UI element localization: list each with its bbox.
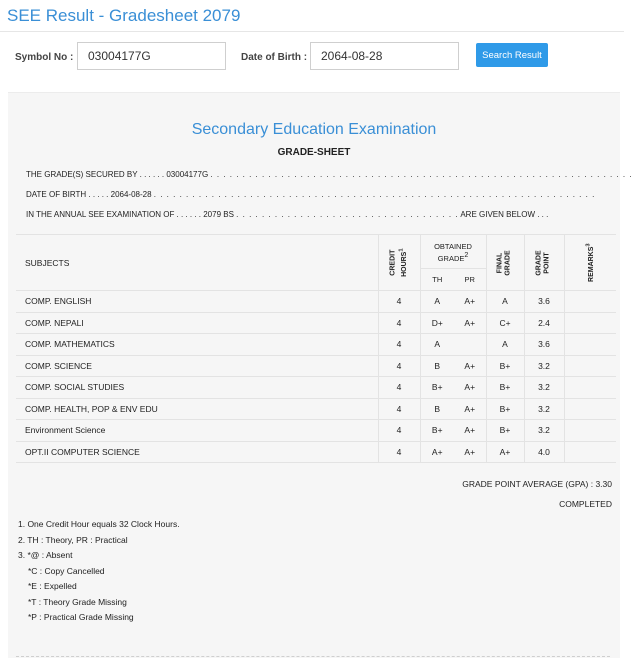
search-bar [0, 33, 624, 81]
subject-cell: OPT.II COMPUTER SCIENCE [16, 441, 378, 463]
subject-cell: COMP. SCIENCE [16, 355, 378, 377]
header-grade-point: GRADE POINT [524, 235, 564, 291]
table-row [16, 334, 616, 356]
practical-grade-cell: A+ [454, 420, 486, 442]
footnote-2: 2. TH : Theory, PR : Practical [18, 534, 128, 545]
theory-grade-cell: B [420, 355, 454, 377]
dob-dots: . . . . . . . . . . . . . . . . . . . . . . . . . . . . . . . . . . . . . . . . . . . . . . . . . . . . . . . . . . . . . . . . . . . . . [153, 190, 596, 199]
grade-point-cell: 3.6 [524, 291, 564, 313]
theory-grade-cell: D+ [420, 312, 454, 334]
remarks-cell [564, 377, 616, 399]
theory-grade-cell: B+ [420, 420, 454, 442]
footnote-practical-missing: *P : Practical Grade Missing [28, 612, 134, 622]
practical-grade-cell: A+ [454, 355, 486, 377]
final-grade-cell: B+ [486, 355, 524, 377]
exam-title: Secondary Education Examination [191, 121, 437, 138]
table-row [16, 398, 616, 420]
grade-point-cell: 4.0 [524, 441, 564, 463]
header-pr: PR [454, 269, 486, 291]
header-th: TH [420, 269, 454, 291]
subject-cell: COMP. SOCIAL STUDIES [16, 377, 378, 399]
table-row [16, 355, 616, 377]
header-remarks: REMARKS$^3$ [564, 235, 616, 291]
practical-grade-cell: A+ [454, 291, 486, 313]
practical-grade-cell: A+ [454, 377, 486, 399]
dob-line [26, 190, 596, 199]
remarks-cell [564, 398, 616, 420]
credit-cell: 4 [378, 334, 420, 356]
remarks-cell [564, 291, 616, 313]
credit-cell: 4 [378, 420, 420, 442]
theory-grade-cell: A [420, 334, 454, 356]
symbol-label: Symbol No : [15, 52, 74, 63]
exam-year-suffix: ARE GIVEN BELOW . . . [460, 210, 549, 219]
subject-cell: COMP. ENGLISH [16, 291, 378, 313]
dob-label: Date of Birth : [241, 52, 308, 63]
grade-point-cell: 3.2 [524, 420, 564, 442]
remarks-cell [564, 312, 616, 334]
table-row [16, 377, 616, 399]
table-row [16, 441, 616, 463]
symbol-input[interactable] [77, 42, 226, 70]
header-final-grade: FINAL GRADE [486, 235, 524, 291]
theory-grade-cell: B+ [420, 377, 454, 399]
secured-by-prefix: THE GRADE(S) SECURED BY . . . . . . [26, 170, 165, 179]
page-title: SEE Result - Gradesheet 2079 [7, 6, 241, 25]
final-grade-cell: B+ [486, 398, 524, 420]
footnote-1: 1. One Credit Hour equals 32 Clock Hours. [18, 519, 180, 529]
credit-cell: 4 [378, 312, 420, 334]
sheet-subtitle: GRADE-SHEET [277, 147, 351, 158]
dob-value: 2064-08-28 [110, 190, 152, 199]
credit-cell: 4 [378, 441, 420, 463]
remarks-cell [564, 420, 616, 442]
secured-by-dots: . . . . . . . . . . . . . . . . . . . . . . . . . . . . . . . . . . . . . . . . . . . . . . . . . . . . . . . . . . . . . . . . . . [210, 170, 633, 179]
grade-sheet [8, 92, 633, 658]
final-grade-cell: A+ [486, 441, 524, 463]
remarks-cell [564, 441, 616, 463]
final-grade-cell: A [486, 291, 524, 313]
footnote-3: 3. *@ : Absent [18, 550, 73, 560]
subject-cell: COMP. NEPALI [16, 312, 378, 334]
credit-cell: 4 [378, 291, 420, 313]
subject-cell: COMP. MATHEMATICS [16, 334, 378, 356]
remarks-cell [564, 334, 616, 356]
exam-year-value: 2079 BS [203, 210, 234, 219]
table-row [16, 291, 616, 313]
footnote-copy-cancelled: *C : Copy Cancelled [28, 565, 105, 576]
dob-input[interactable] [310, 42, 459, 70]
grade-point-cell: 3.2 [524, 398, 564, 420]
header-credit-hours: CREDIT HOURS$^1$ [378, 235, 420, 291]
subject-cell: COMP. HEALTH, POP & ENV EDU [16, 398, 378, 420]
footnote-expelled: *E : Expelled [28, 581, 77, 591]
practical-grade-cell: A+ [454, 398, 486, 420]
final-grade-cell: A [486, 334, 524, 356]
table-row [16, 420, 616, 442]
footnote-theory-missing: *T : Theory Grade Missing [28, 596, 127, 607]
practical-grade-cell [454, 334, 486, 356]
header-subjects: SUBJECTS [16, 235, 378, 291]
grade-point-cell: 2.4 [524, 312, 564, 334]
credit-cell: 4 [378, 377, 420, 399]
practical-grade-cell: A+ [454, 312, 486, 334]
final-grade-cell: C+ [486, 312, 524, 334]
exam-year-prefix: IN THE ANNUAL SEE EXAMINATION OF . . . . . . [26, 210, 201, 219]
table-row [16, 312, 616, 334]
final-grade-cell: B+ [486, 420, 524, 442]
exam-year-dots: . . . . . . . . . . . . . . . . . . . . . . . . . . . . . . . . . . . [236, 210, 459, 219]
title-divider [0, 31, 624, 32]
gpa-summary: GRADE POINT AVERAGE (GPA) : 3.30 [462, 479, 612, 489]
dob-prefix: DATE OF BIRTH . . . . . [26, 190, 109, 199]
footnotes [18, 519, 180, 628]
theory-grade-cell: A+ [420, 441, 454, 463]
search-result-button[interactable]: Search Result [476, 43, 548, 67]
practical-grade-cell: A+ [454, 441, 486, 463]
grades-table [16, 234, 616, 463]
grade-point-cell: 3.6 [524, 334, 564, 356]
header-obtained-grade: OBTAINED GRADE$^2$ [420, 235, 486, 269]
remarks-cell [564, 355, 616, 377]
secured-by-line [26, 170, 633, 179]
theory-grade-cell: A [420, 291, 454, 313]
sheet-bottom-rule [16, 656, 610, 657]
grade-point-cell: 3.2 [524, 355, 564, 377]
grade-point-cell: 3.2 [524, 377, 564, 399]
theory-grade-cell: B [420, 398, 454, 420]
subject-cell: Environment Science [16, 420, 378, 442]
final-grade-cell: B+ [486, 377, 524, 399]
exam-year-line [26, 210, 586, 219]
secured-by-symbol: 03004177G [166, 170, 209, 179]
credit-cell: 4 [378, 355, 420, 377]
result-status: COMPLETED [559, 499, 612, 509]
credit-cell: 4 [378, 398, 420, 420]
